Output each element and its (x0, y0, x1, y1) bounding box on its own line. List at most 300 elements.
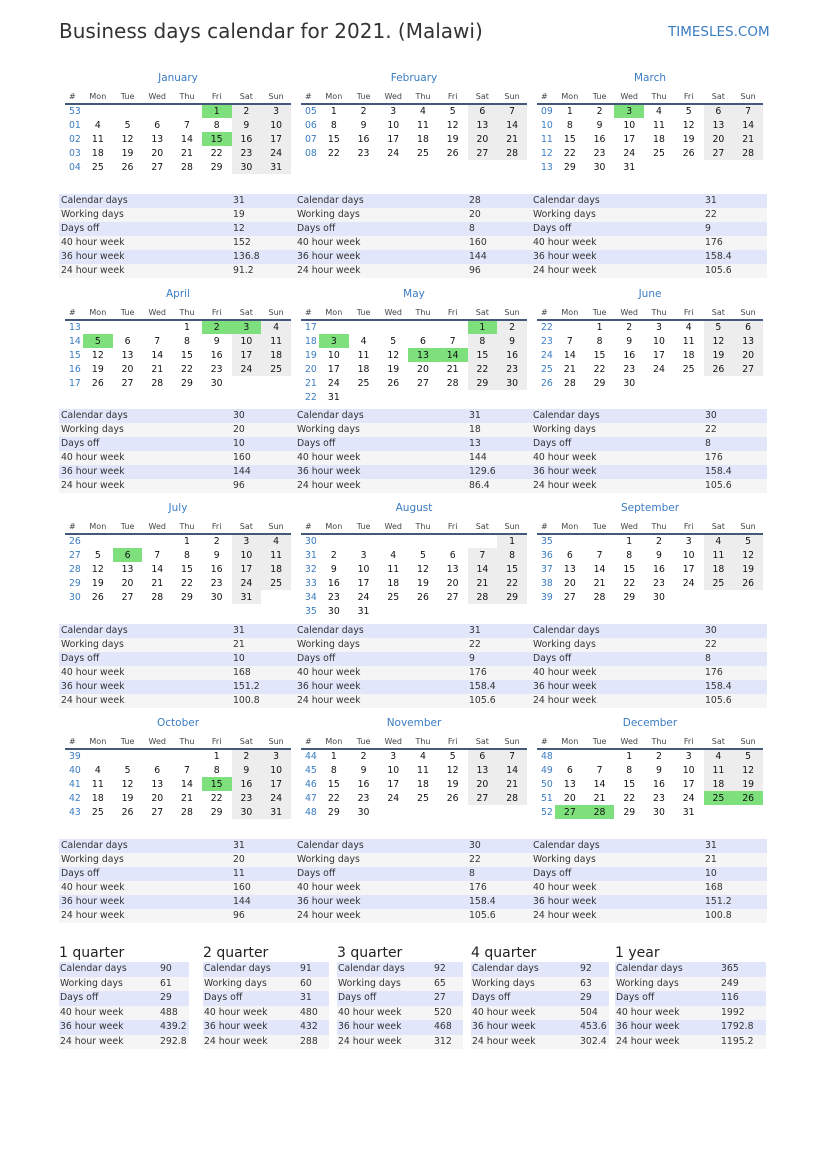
day-cell: 13 (468, 763, 498, 777)
stat-value: 22 (467, 853, 531, 867)
stats-row (59, 853, 295, 867)
day-cell: 3 (360, 549, 367, 561)
empty-day-cell (142, 320, 172, 334)
day-cell: 23 (327, 591, 340, 603)
week-number-header: # (537, 734, 555, 749)
stats-row (295, 451, 531, 465)
stat-label: 24 hour week (337, 1035, 433, 1050)
day-cell: 19 (446, 778, 459, 790)
stat-label: 40 hour week (59, 451, 231, 465)
day-cell: 28 (468, 590, 498, 604)
week-number: 35 (305, 605, 317, 617)
empty-day-cell (83, 104, 113, 118)
day-cell: 21 (497, 132, 527, 146)
day-cell: 5 (390, 335, 397, 347)
stats-row (295, 680, 531, 694)
day-cell: 29 (623, 806, 636, 818)
stat-label: Calendar days (59, 194, 231, 208)
day-cell: 17 (682, 563, 695, 575)
month-stats-table (59, 624, 295, 708)
stat-label: Days off (203, 991, 299, 1006)
day-cell: 25 (261, 576, 291, 590)
holiday-day-cell: 6 (113, 548, 143, 562)
day-cell: 5 (449, 106, 456, 117)
day-cell: 30 (653, 806, 665, 818)
stat-label: 40 hour week (295, 881, 467, 895)
empty-day-cell (644, 160, 674, 174)
stat-label: Days off (59, 867, 231, 881)
day-cell: 11 (417, 119, 429, 131)
calendar-week-row (537, 376, 763, 390)
day-cell: 14 (181, 133, 193, 145)
day-cell: 28 (151, 591, 164, 603)
holiday-day-cell: 3 (614, 104, 644, 118)
stat-label: 40 hour week (531, 451, 703, 465)
stat-value: 116 (720, 991, 766, 1006)
day-cell: 8 (184, 335, 190, 347)
day-cell: 26 (733, 576, 763, 590)
day-cell: 22 (623, 577, 636, 589)
empty-day-cell (172, 104, 202, 118)
empty-day-cell (408, 805, 438, 819)
week-number: 48 (541, 751, 553, 762)
weekday-header: Thu (644, 305, 674, 320)
summary-stats-table (337, 962, 463, 1049)
day-cell: 27 (151, 161, 164, 173)
stat-label: 36 hour week (531, 250, 703, 264)
stat-label: Days off (531, 867, 703, 881)
day-cell: 13 (151, 133, 164, 145)
calendar-week-row (65, 160, 291, 174)
weekday-header: Wed (142, 89, 172, 104)
stat-label: Working days (531, 853, 703, 867)
calendar-week-row (65, 791, 291, 805)
summary-title: 2 quarter (203, 945, 269, 961)
month-calendar-table (301, 89, 527, 160)
weekday-header-row (65, 89, 291, 104)
stat-label: Working days (531, 638, 703, 652)
stats-row (531, 264, 767, 278)
day-cell: 11 (653, 119, 665, 131)
stat-label: Days off (531, 652, 703, 666)
holiday-day-cell: 15 (202, 132, 232, 146)
stat-value: 520 (433, 1006, 463, 1021)
empty-day-cell (438, 805, 468, 819)
summary-title: 4 quarter (471, 945, 537, 961)
stats-row (59, 423, 295, 437)
stats-row (531, 194, 767, 208)
month-calendar-table (301, 734, 527, 819)
stat-value: 365 (720, 962, 766, 977)
stat-value: 1195.2 (720, 1035, 766, 1050)
day-cell: 9 (497, 334, 527, 348)
week-number: 17 (69, 377, 81, 389)
day-cell: 6 (566, 764, 573, 776)
week-number: 42 (69, 792, 81, 804)
stat-label: Calendar days (295, 194, 467, 208)
calendar-week-row (65, 749, 291, 763)
day-cell: 8 (213, 119, 220, 131)
stat-value: 8 (703, 652, 767, 666)
stats-row (59, 909, 295, 923)
stat-value: 63 (579, 977, 609, 992)
stat-value: 96 (231, 479, 295, 493)
empty-day-cell (555, 749, 585, 763)
weekday-header: Wed (378, 89, 408, 104)
calendar-week-row (301, 348, 527, 362)
stat-label: Days off (615, 991, 720, 1006)
day-cell: 23 (232, 146, 262, 160)
day-cell: 30 (653, 591, 665, 603)
empty-day-cell (497, 390, 527, 404)
month-name: November (386, 717, 442, 729)
day-cell: 1 (626, 751, 633, 762)
day-cell: 20 (704, 132, 734, 146)
weekday-header: Sat (704, 519, 734, 534)
stat-value: 1992 (720, 1006, 766, 1021)
week-number-header: # (65, 734, 83, 749)
stats-row (59, 977, 189, 992)
week-number: 21 (305, 377, 317, 389)
stat-label: 36 hour week (295, 680, 467, 694)
empty-day-cell (468, 604, 498, 618)
day-cell: 9 (330, 563, 337, 575)
day-cell: 13 (563, 563, 576, 575)
weekday-header: Tue (585, 305, 615, 320)
stat-value: 30 (467, 839, 531, 853)
calendar-week-row (537, 320, 763, 334)
stat-value: 20 (231, 423, 295, 437)
stat-value: 176 (467, 666, 531, 680)
empty-day-cell (113, 320, 143, 334)
week-number: 04 (69, 161, 81, 173)
stats-row (59, 638, 295, 652)
month-calendar-table (65, 519, 291, 604)
day-cell: 25 (91, 806, 104, 818)
week-number: 35 (541, 536, 553, 547)
summary-block (59, 944, 189, 1049)
day-cell: 13 (121, 563, 134, 575)
day-cell: 18 (417, 778, 429, 790)
stat-label: Working days (59, 977, 159, 992)
day-cell: 10 (387, 764, 400, 776)
stats-row (531, 652, 767, 666)
week-number: 03 (69, 147, 81, 159)
day-cell: 17 (653, 349, 665, 361)
stat-value: 158.4 (703, 250, 767, 264)
month-stats-table (295, 194, 531, 278)
week-number-header: # (537, 89, 555, 104)
weekday-header: Tue (113, 305, 143, 320)
day-cell: 31 (623, 161, 636, 173)
day-cell: 13 (446, 563, 459, 575)
day-cell: 19 (704, 348, 734, 362)
month-stats-table (531, 409, 767, 493)
calendar-week-row (537, 791, 763, 805)
day-cell: 16 (210, 349, 223, 361)
day-cell: 2 (232, 104, 262, 118)
week-number: 49 (541, 764, 553, 776)
stat-value: 105.6 (703, 479, 767, 493)
day-cell: 30 (593, 161, 606, 173)
weekday-header: Fri (438, 305, 468, 320)
stat-value: 453.6 (579, 1020, 609, 1035)
month-calendar-table (65, 734, 291, 819)
day-cell: 17 (387, 133, 400, 145)
holiday-day-cell: 14 (438, 348, 468, 362)
stat-label: 24 hour week (59, 479, 231, 493)
day-cell: 12 (682, 119, 695, 131)
day-cell: 16 (232, 777, 262, 791)
week-number: 22 (305, 391, 317, 403)
day-cell: 15 (181, 349, 193, 361)
stats-row (203, 1035, 329, 1050)
day-cell: 20 (446, 577, 459, 589)
day-cell: 20 (563, 577, 576, 589)
stat-value: 19 (231, 208, 295, 222)
weekday-header: Sat (232, 519, 262, 534)
empty-day-cell (349, 320, 379, 334)
day-cell: 29 (210, 806, 223, 818)
stat-value: 488 (159, 1006, 189, 1021)
day-cell: 15 (563, 133, 576, 145)
stat-label: 36 hour week (471, 1020, 579, 1035)
day-cell: 1 (184, 322, 190, 333)
calendar-week-row (65, 562, 291, 576)
day-cell: 7 (566, 335, 573, 347)
month-stats-table (59, 409, 295, 493)
day-cell: 11 (704, 548, 734, 562)
weekday-header-row (65, 519, 291, 534)
stat-label: 36 hour week (59, 895, 231, 909)
day-cell: 22 (593, 363, 606, 375)
stat-value: 20 (231, 853, 295, 867)
day-cell: 15 (623, 778, 636, 790)
day-cell: 5 (124, 764, 131, 776)
day-cell: 14 (151, 563, 164, 575)
month-calendar-table (537, 89, 763, 174)
day-cell: 24 (682, 577, 695, 589)
week-number-header: # (301, 734, 319, 749)
weekday-header: Fri (438, 519, 468, 534)
weekday-header: Thu (408, 305, 438, 320)
day-cell: 4 (390, 549, 397, 561)
calendar-week-row (537, 576, 763, 590)
holiday-day-cell: 1 (468, 320, 498, 334)
stat-value: 100.8 (703, 909, 767, 923)
day-cell: 6 (420, 335, 426, 347)
holiday-day-cell: 26 (733, 791, 763, 805)
day-cell: 14 (468, 562, 498, 576)
stat-value: 432 (299, 1020, 329, 1035)
calendar-week-row (301, 777, 527, 791)
stats-row (295, 867, 531, 881)
day-cell: 28 (497, 791, 527, 805)
weekday-header: Thu (172, 734, 202, 749)
day-cell: 12 (121, 778, 134, 790)
stats-row (203, 991, 329, 1006)
day-cell: 3 (232, 534, 262, 548)
calendar-week-row (301, 548, 527, 562)
weekday-header: Sun (497, 734, 527, 749)
stat-value: 105.6 (703, 264, 767, 278)
empty-day-cell (468, 534, 498, 548)
stat-label: Calendar days (203, 962, 299, 977)
day-cell: 25 (387, 591, 400, 603)
stat-value: 92 (579, 962, 609, 977)
calendar-week-row (301, 362, 527, 376)
day-cell: 12 (733, 548, 763, 562)
day-cell: 3 (390, 751, 397, 762)
day-cell: 26 (446, 147, 459, 159)
day-cell: 16 (593, 133, 606, 145)
day-cell: 21 (181, 792, 193, 804)
stats-row (295, 236, 531, 250)
day-cell: 5 (704, 320, 734, 334)
day-cell: 7 (596, 764, 603, 776)
week-number: 34 (305, 591, 317, 603)
stat-label: 24 hour week (295, 909, 467, 923)
week-number-header: # (537, 305, 555, 320)
stats-row (531, 839, 767, 853)
day-cell: 11 (261, 334, 291, 348)
day-cell: 12 (733, 763, 763, 777)
stat-value: 288 (299, 1035, 329, 1050)
stat-value: 9 (703, 222, 767, 236)
calendar-week-row (65, 763, 291, 777)
day-cell: 21 (497, 777, 527, 791)
holiday-day-cell: 15 (202, 777, 232, 791)
stat-label: 36 hour week (203, 1020, 299, 1035)
day-cell: 7 (184, 764, 190, 776)
stat-value: 176 (703, 451, 767, 465)
empty-day-cell (319, 534, 349, 548)
month-stats-table (59, 194, 295, 278)
week-number-header: # (65, 89, 83, 104)
day-cell: 4 (261, 320, 291, 334)
day-cell: 27 (151, 806, 164, 818)
stats-row (531, 624, 767, 638)
stat-value: 21 (231, 638, 295, 652)
day-cell: 20 (563, 792, 576, 804)
week-number: 30 (305, 536, 317, 547)
weekday-header: Tue (349, 89, 379, 104)
page-title: Business days calendar for 2021. (Malawi) (59, 19, 483, 43)
stats-row (531, 666, 767, 680)
stat-label: Working days (531, 423, 703, 437)
day-cell: 25 (682, 363, 695, 375)
calendar-week-row (537, 362, 763, 376)
stats-row (59, 465, 295, 479)
day-cell: 19 (733, 562, 763, 576)
stats-row (295, 423, 531, 437)
empty-day-cell (349, 390, 379, 404)
day-cell: 4 (704, 749, 734, 763)
day-cell: 23 (210, 363, 223, 375)
day-cell: 1 (626, 536, 633, 547)
month-name: June (638, 288, 662, 300)
stats-row (295, 250, 531, 264)
weekday-header: Fri (202, 89, 232, 104)
day-cell: 28 (497, 146, 527, 160)
day-cell: 9 (596, 119, 603, 131)
weekday-header: Mon (83, 305, 113, 320)
stats-row (531, 881, 767, 895)
day-cell: 7 (184, 119, 190, 131)
stat-label: Calendar days (59, 624, 231, 638)
day-cell: 13 (121, 349, 134, 361)
weekday-header: Mon (319, 519, 349, 534)
stats-row (531, 437, 767, 451)
stat-label: 40 hour week (295, 666, 467, 680)
month-name: May (403, 288, 425, 300)
weekday-header: Sat (468, 519, 498, 534)
day-cell: 8 (626, 549, 633, 561)
day-cell: 13 (563, 778, 576, 790)
stat-label: 24 hour week (531, 694, 703, 708)
day-cell: 26 (446, 792, 459, 804)
stats-row (531, 895, 767, 909)
stats-row (531, 465, 767, 479)
week-number: 02 (69, 133, 81, 145)
brand-link[interactable]: TIMESLES.COM (668, 24, 770, 40)
weekday-header: Sun (733, 305, 763, 320)
day-cell: 24 (682, 792, 695, 804)
summary-block (337, 944, 463, 1049)
weekday-header: Mon (83, 89, 113, 104)
stat-label: 24 hour week (59, 1035, 159, 1050)
stat-value: 160 (467, 236, 531, 250)
stats-row (295, 638, 531, 652)
stats-row (295, 624, 531, 638)
day-cell: 18 (357, 363, 370, 375)
day-cell: 18 (417, 133, 429, 145)
day-cell: 4 (685, 322, 692, 333)
weekday-header: Fri (202, 519, 232, 534)
stat-label: 24 hour week (295, 479, 467, 493)
day-cell: 5 (733, 749, 763, 763)
stat-value: 86.4 (467, 479, 531, 493)
weekday-header: Wed (378, 734, 408, 749)
weekday-header: Thu (408, 519, 438, 534)
summary-title: 1 quarter (59, 945, 125, 961)
stat-value: 8 (467, 222, 531, 236)
empty-day-cell (733, 160, 763, 174)
day-cell: 6 (733, 320, 763, 334)
stat-label: 36 hour week (59, 465, 231, 479)
day-cell: 31 (682, 806, 695, 818)
day-cell: 16 (357, 778, 370, 790)
week-number: 17 (305, 322, 317, 333)
stat-label: 40 hour week (337, 1006, 433, 1021)
empty-day-cell (319, 320, 349, 334)
day-cell: 17 (387, 778, 400, 790)
calendar-week-row (537, 160, 763, 174)
day-cell: 23 (357, 147, 370, 159)
day-cell: 5 (449, 751, 456, 762)
day-cell: 10 (232, 334, 262, 348)
month-name: September (620, 502, 680, 514)
weekday-header: Thu (644, 89, 674, 104)
day-cell: 14 (563, 349, 576, 361)
day-cell: 23 (210, 577, 223, 589)
day-cell: 8 (468, 334, 498, 348)
holiday-day-cell: 1 (202, 104, 232, 118)
stats-row (531, 409, 767, 423)
stat-label: Working days (471, 977, 579, 992)
stats-row (59, 194, 295, 208)
stat-label: 40 hour week (59, 881, 231, 895)
